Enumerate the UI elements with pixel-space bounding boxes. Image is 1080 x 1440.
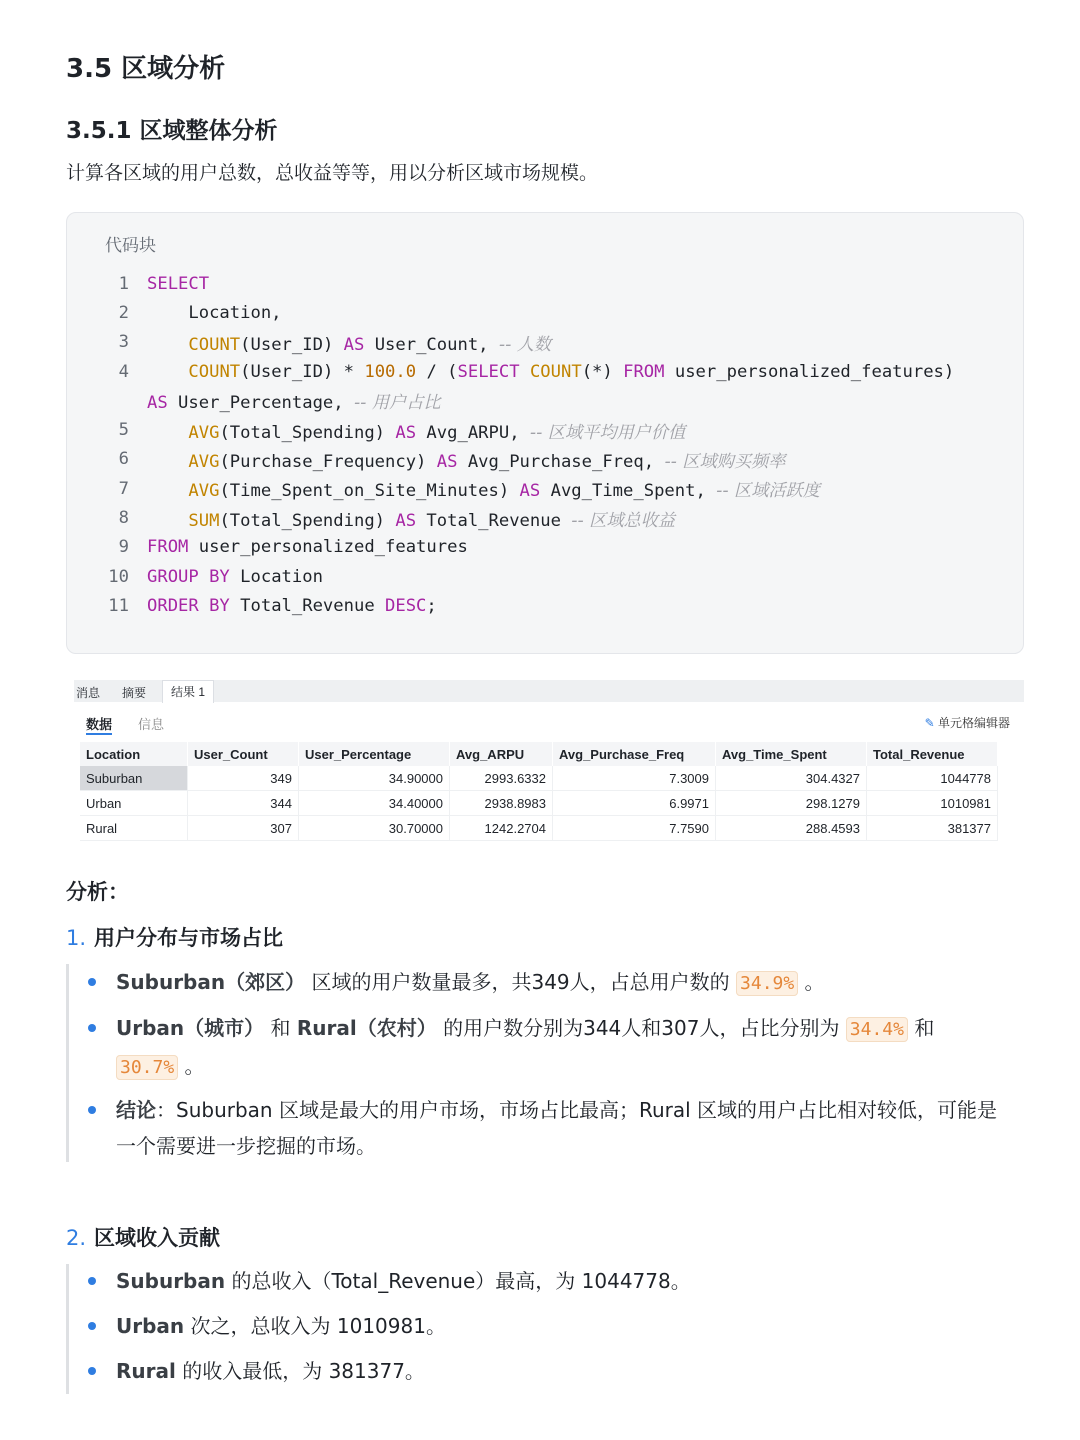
column-header[interactable]: User_Count (188, 742, 299, 766)
tab-messages[interactable]: 消息 (76, 686, 101, 700)
line-number: 2 (118, 302, 129, 323)
table-cell[interactable]: 2938.8983 (450, 791, 553, 816)
section-2-title: 区域收入贡献 (94, 1226, 221, 1250)
table-cell[interactable]: 344 (188, 791, 299, 816)
code-block[interactable] (66, 212, 1024, 654)
section-1-title: 用户分布与市场占比 (94, 926, 284, 950)
table-cell[interactable]: 7.3009 (553, 766, 716, 791)
tab-result-1[interactable]: 结果 1 (162, 680, 214, 703)
list-item (88, 1263, 1008, 1299)
quote-bar (66, 1264, 69, 1394)
list-item (88, 964, 1008, 1002)
text: 。 (798, 970, 825, 994)
code-line: 2 Location, (67, 298, 1023, 327)
table-cell[interactable]: 381377 (867, 816, 998, 841)
bullet-icon (88, 1322, 96, 1330)
bullet-icon (88, 1367, 96, 1375)
bold-text: Rural（农村） (296, 1016, 437, 1040)
column-header[interactable]: Location (80, 742, 188, 766)
code-line: AS User_Percentage, -- 用户占比 (147, 393, 441, 414)
cell-editor-label: 单元格编辑器 (937, 716, 1010, 730)
table-cell[interactable]: 298.1279 (716, 791, 867, 816)
analysis-heading: 分析： (66, 880, 129, 904)
section-heading: 3.5 区域分析 (66, 54, 226, 84)
text: 的收入最低，为 381377。 (175, 1359, 425, 1383)
line-number: 10 (108, 566, 129, 587)
column-header[interactable]: Avg_ARPU (450, 742, 553, 766)
table-cell[interactable]: 2993.6332 (450, 766, 553, 791)
table-cell[interactable]: 1044778 (867, 766, 998, 791)
code-lines (67, 269, 1023, 621)
list-item (88, 1092, 1008, 1164)
subsection-heading: 3.5.1 区域整体分析 (66, 118, 278, 144)
quote-bar (66, 964, 69, 1162)
table-cell[interactable]: 288.4593 (716, 816, 867, 841)
subtab-info[interactable]: 信息 (138, 717, 165, 732)
column-header[interactable]: User_Percentage (299, 742, 450, 766)
table-cell[interactable]: 7.7590 (553, 816, 716, 841)
bold-text: Suburban (116, 1269, 226, 1293)
bullet-icon (88, 1106, 96, 1114)
list-item (88, 1308, 1008, 1344)
line-number: 8 (118, 508, 129, 529)
line-number: 3 (118, 332, 129, 353)
bold-text: Suburban（郊区） (116, 970, 306, 994)
subtab-data[interactable]: 数据 (86, 714, 112, 735)
text: 和 (907, 1016, 935, 1040)
bold-text: 结论 (116, 1098, 156, 1122)
code-line: 3 COUNT(User_ID) AS User_Count, -- 人数 (67, 328, 1023, 357)
code-line: 5 AVG(Total_Spending) AS Avg_ARPU, -- 区域平均用户价值 (67, 415, 1023, 444)
inline-code: 34.9% (736, 971, 798, 996)
list-index: 2. (66, 1226, 87, 1250)
table-cell[interactable]: 34.90000 (299, 766, 450, 791)
line-number: 9 (118, 537, 129, 558)
table-cell[interactable]: Suburban (80, 766, 188, 791)
text: 的用户数分别为344人和307人，占比分别为 (436, 1016, 846, 1040)
table-row[interactable] (80, 791, 998, 816)
table-cell[interactable]: 6.9971 (553, 791, 716, 816)
line-number: 11 (108, 595, 129, 616)
section-2-heading (66, 1222, 220, 1252)
bullet-icon (88, 978, 96, 986)
table-row[interactable] (80, 816, 998, 841)
text: 和 (264, 1016, 297, 1040)
text: 次之，总收入为 1010981。 (184, 1314, 446, 1338)
analysis-section-2 (66, 1218, 1024, 1398)
code-line: 10 GROUP BY Location (67, 562, 1023, 591)
table-header-row (80, 742, 998, 766)
line-number: 6 (118, 449, 129, 470)
line-number: 5 (118, 420, 129, 441)
table-cell[interactable]: 1010981 (867, 791, 998, 816)
code-line: 11 ORDER BY Total_Revenue DESC; (67, 591, 1023, 620)
inline-code: 34.4% (846, 1017, 908, 1042)
list-index: 1. (66, 926, 87, 950)
line-number: 1 (118, 273, 129, 294)
table-cell[interactable]: 349 (188, 766, 299, 791)
code-line: 4 COUNT(User_ID) * 100.0 / (SELECT COUNT(*) FROM user_personalized_features) (67, 357, 1023, 386)
inline-code: 30.7% (116, 1055, 178, 1080)
column-header[interactable]: Avg_Purchase_Freq (553, 742, 716, 766)
column-header[interactable]: Total_Revenue (867, 742, 998, 766)
edit-icon: ✎ (924, 716, 935, 730)
bold-text: Urban (116, 1314, 185, 1338)
code-line: 8 SUM(Total_Spending) AS Total_Revenue -- 区域总收益 (67, 503, 1023, 532)
table-cell[interactable]: 307 (188, 816, 299, 841)
line-number: 7 (118, 478, 129, 499)
code-line: 9 FROM user_personalized_features (67, 533, 1023, 562)
text: 的总收入（Total_Revenue）最高，为 1044778。 (225, 1269, 691, 1293)
bullet-icon (88, 1024, 96, 1032)
table-cell[interactable]: Rural (80, 816, 188, 841)
column-header[interactable]: Avg_Time_Spent (716, 742, 867, 766)
cell-editor-button[interactable] (925, 714, 1010, 731)
tab-summary[interactable]: 摘要 (122, 686, 147, 700)
line-number: 4 (118, 361, 129, 382)
text: 。 (178, 1054, 205, 1078)
table-row[interactable] (80, 766, 998, 791)
section-1-heading (66, 922, 283, 952)
table-cell[interactable]: Urban (80, 791, 188, 816)
text: 区域的用户数量最多，共349人，占总用户数的 (305, 970, 737, 994)
table-cell[interactable]: 34.40000 (299, 791, 450, 816)
result-table (80, 742, 998, 841)
intro-text: 计算各区域的用户总数，总收益等等，用以分析区域市场规模。 (66, 162, 599, 184)
table-cell[interactable]: 30.70000 (299, 816, 450, 841)
list-item (88, 1353, 1008, 1389)
query-result-screenshot (74, 680, 1024, 850)
result-tab-bar (74, 680, 1024, 702)
table-cell[interactable]: 1242.2704 (450, 816, 553, 841)
code-line: 7 AVG(Time_Spent_on_Site_Minutes) AS Avg_Time_Spent, -- 区域活跃度 (67, 474, 1023, 503)
analysis-section-1 (66, 918, 1024, 1168)
list-item (88, 1010, 1008, 1086)
bold-text: Rural (116, 1359, 176, 1383)
code-block-title: 代码块 (105, 236, 156, 256)
code-line: 1 SELECT (67, 269, 1023, 298)
bullet-icon (88, 1277, 96, 1285)
bold-text: Urban（城市） (116, 1016, 265, 1040)
table-cell[interactable]: 304.4327 (716, 766, 867, 791)
code-line: 6 AVG(Purchase_Frequency) AS Avg_Purchase_Freq, -- 区域购买频率 (67, 445, 1023, 474)
text: ：Suburban 区域是最大的用户市场，市场占比最高；Rural 区域的用户占比相对较低，可能是一个需要进一步挖掘的市场。 (116, 1098, 998, 1158)
